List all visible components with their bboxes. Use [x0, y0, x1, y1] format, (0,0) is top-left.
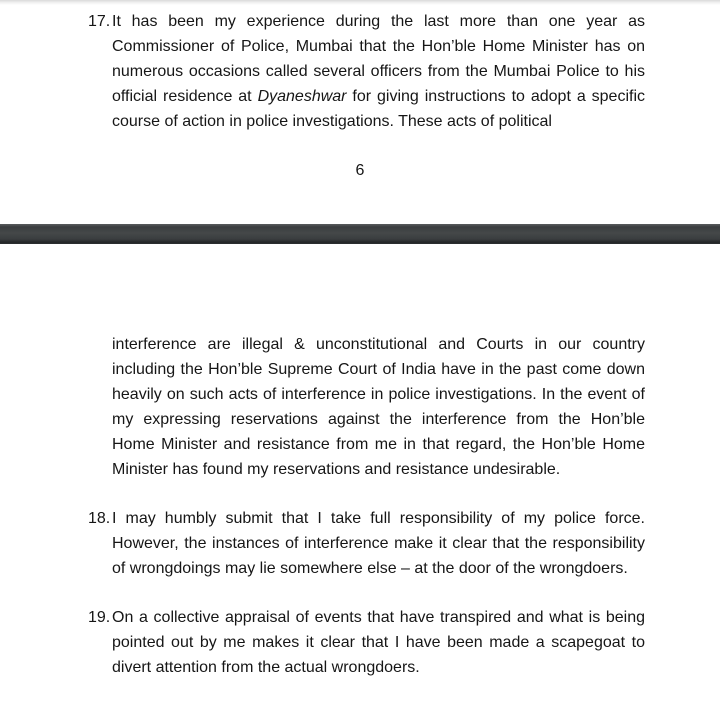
- paragraph-18: [88, 506, 645, 581]
- paragraph-18-number: 18.: [88, 510, 111, 527]
- page-number: 6: [355, 162, 365, 179]
- paragraph-17-text-start: It has been my experience during the last more than one year as Commissioner of Police, Mumbai that the Hon’ble Home Minister has on numerous occasions called several officers from the Mumbai Police to his official residence at: [112, 13, 645, 105]
- page-top-edge: [0, 0, 720, 5]
- paragraph-17-continuation: interference are illegal & unconstitutional and Courts in our country including the Hon’ble Supreme Court of India have in the past come down heavily on such acts of interference in police investigations. In the event of my expressing reservations against the interference from the Hon’ble Home Minister and resistance from me in that regard, the Hon’ble Home Minister has found my reservations and resistance undesirable.: [112, 336, 645, 478]
- paragraph-19: [88, 605, 645, 680]
- paragraph-17-text-end: for giving instructions to adopt a specific course of action in police investigations. These acts of political: [112, 88, 645, 130]
- paragraph-18-text: I may humbly submit that I take full responsibility of my police force. However, the instances of interference make it clear that the responsibility of wrongdoings may lie somewhere else – at the door of the wrongdoers.: [112, 510, 645, 577]
- document-page-6: [0, 0, 720, 183]
- page-separator-bar: [0, 224, 720, 244]
- document-page-7: [0, 244, 720, 680]
- paragraph-19-text: On a collective appraisal of events that have transpired and what is being pointed out by me makes it clear that I have been made a scapegoat to divert attention from the actual wrongdoers.: [112, 609, 645, 676]
- paragraph-17: [88, 9, 645, 134]
- paragraph-19-number: 19.: [88, 609, 111, 626]
- italic-place-name: Dyaneshwar: [257, 88, 347, 105]
- paragraph-17-number: 17.: [88, 13, 111, 30]
